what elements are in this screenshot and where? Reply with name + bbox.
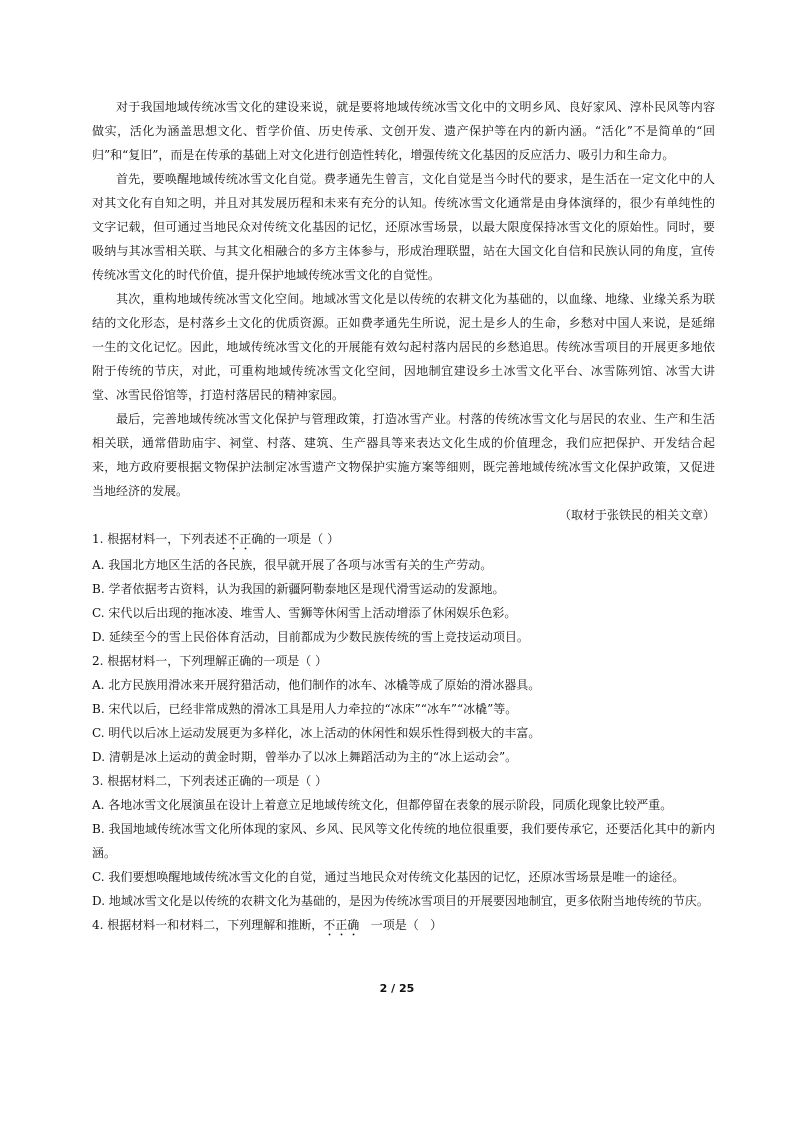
question-stem — [92, 913, 715, 939]
option-d: D. 清朝是冰上运动的黄金时期，曾举办了以冰上舞蹈活动为主的“冰上运动会”。 — [92, 750, 518, 764]
stem-emphasis: 不正 — [227, 532, 252, 546]
option-a: A. 各地冰雪文化展演虽在设计上着意立足地域传统文化，但都停留在表象的展示阶段，同质化现象比较严重。 — [92, 798, 673, 812]
option-c: C. 宋代以后出现的拖冰凌、堆雪人、雪狮等休闲雪上活动增添了休闲娱乐色彩。 — [92, 606, 517, 620]
source-citation: （取材于张铁民的相关文章） — [558, 508, 715, 522]
question-stem — [92, 527, 715, 553]
option-c: C. 明代以后冰上运动发展更为多样化，冰上活动的休闲性和娱乐性得到极大的丰富。 — [92, 726, 541, 740]
page-content — [92, 95, 715, 939]
question-4 — [92, 913, 715, 939]
question-stem: 3. 根据材料二，下列表述正确的一项是（ ） — [92, 774, 328, 788]
page-number: 2 / 25 — [379, 982, 415, 995]
material-paragraph: 首先，要唤醒地域传统冰雪文化自觉。费孝通先生曾言，文化自觉是当今时代的要求，是生活在一定文化中的人对其文化有自知之明，并且对其发展历程和未来有充分的认知。传统冰雪文化通常是由身体演绎的，很少有单纯性的文字记载，但可通过当地民众对传统文化基因的记忆，还原冰雪场景，以最大限度保持冰雪文化的原始性。同时，要吸纳与其冰雪相关联、与其文化相融合的多方主体参与，形成治理联盟，站在大国文化自信和民族认同的角度，宣传传统冰雪文化的时代价值，提升保护地域传统冰雪文化的自觉性。 — [92, 172, 715, 282]
option-c: C. 我们要想唤醒地域传统冰雪文化的自觉，通过当地民众对传统文化基因的记忆，还原冰雪场景是唯一的途径。 — [92, 870, 685, 884]
option-d: D. 延续至今的雪上民俗体育活动，目前都成为少数民族传统的雪上竞技运动项目。 — [92, 630, 529, 644]
stem-text: 4. 根据材料一和材料二，下列理解和推断， — [92, 918, 324, 932]
stem-text: 确的一项是（ ） — [251, 532, 340, 546]
stem-text: 1. 根据材料一，下列表述 — [92, 532, 228, 546]
material-paragraph: 最后，完善地域传统冰雪文化保护与管理政策，打造冰雪产业。村落的传统冰雪文化与居民的农业、生产和生活相关联，通常借助庙宇、祠堂、村落、建筑、生产器具等来表达文化生成的价值理念，我们应把保护、开发结合起来，地方政府要根据文物保护法制定冰雪遗产文物保护实施方案等细则，既完善地域传统冰雪文化保护政策，又促进当地经济的发展。 — [92, 412, 715, 498]
material-paragraph: 其次，重构地域传统冰雪文化空间。地域冰雪文化是以传统的农耕文化为基础的，以血缘、地缘、业缘关系为联结的文化形态，是村落乡土文化的优质资源。正如费孝通先生所说，泥土是乡人的生命，乡愁对中国人来说，是延绵一生的文化记忆。因此，地域传统冰雪文化的开展能有效勾起村落内居民的乡愁追思。传统冰雪项目的开展更多地依附于传统的节庆，对此，可重构地域传统冰雪文化空间，因地制宜建设乡土冰雪文化平台、冰雪陈列馆、冰雪大讲堂、冰雪民俗馆等，打造村落居民的精神家园。 — [92, 292, 715, 402]
stem-text: 一项是（ ） — [359, 918, 443, 932]
question-1 — [92, 527, 715, 649]
option-b: B. 宋代以后，已经非常成熟的滑冰工具是用人力牵拉的“冰床”“冰车”“冰橇”等。 — [92, 702, 518, 716]
option-b: B. 我国地域传统冰雪文化所体现的家风、乡风、民风等文化传统的地位很重要，我们要传承它，还要活化其中的新内涵。 — [92, 822, 715, 860]
option-d: D. 地域冰雪文化是以传统的农耕文化为基础的，是因为传统冰雪项目的开展要因地制宜，更多依附当地传统的节庆。 — [92, 894, 709, 908]
material-paragraph: 对于我国地域传统冰雪文化的建设来说，就是要将地域传统冰雪文化中的文明乡风、良好家风、淳朴民风等内容做实，活化为涵盖思想文化、哲学价值、历史传承、文创开发、遗产保护等在内的新内涵。“活化”不是简单的“回归”和“复旧”，而是在传承的基础上对文化进行创造性转化，增强传统文化基因的反应活力、吸引力和生命力。 — [92, 100, 715, 162]
question-2 — [92, 649, 715, 769]
question-3 — [92, 769, 715, 913]
stem-emphasis: 不正确 — [323, 918, 360, 932]
option-a: A. 我国北方地区生活的各民族，很早就开展了各项与冰雪有关的生产劳动。 — [92, 558, 493, 572]
option-a: A. 北方民族用滑冰来开展狩猎活动，他们制作的冰车、冰橇等成了原始的滑冰器具。 — [92, 678, 541, 692]
option-b: B. 学者依据考古资料，认为我国的新疆阿勒泰地区是现代滑雪运动的发源地。 — [92, 582, 505, 596]
question-stem: 2. 根据材料一，下列理解正确的一项是（ ） — [92, 654, 328, 668]
